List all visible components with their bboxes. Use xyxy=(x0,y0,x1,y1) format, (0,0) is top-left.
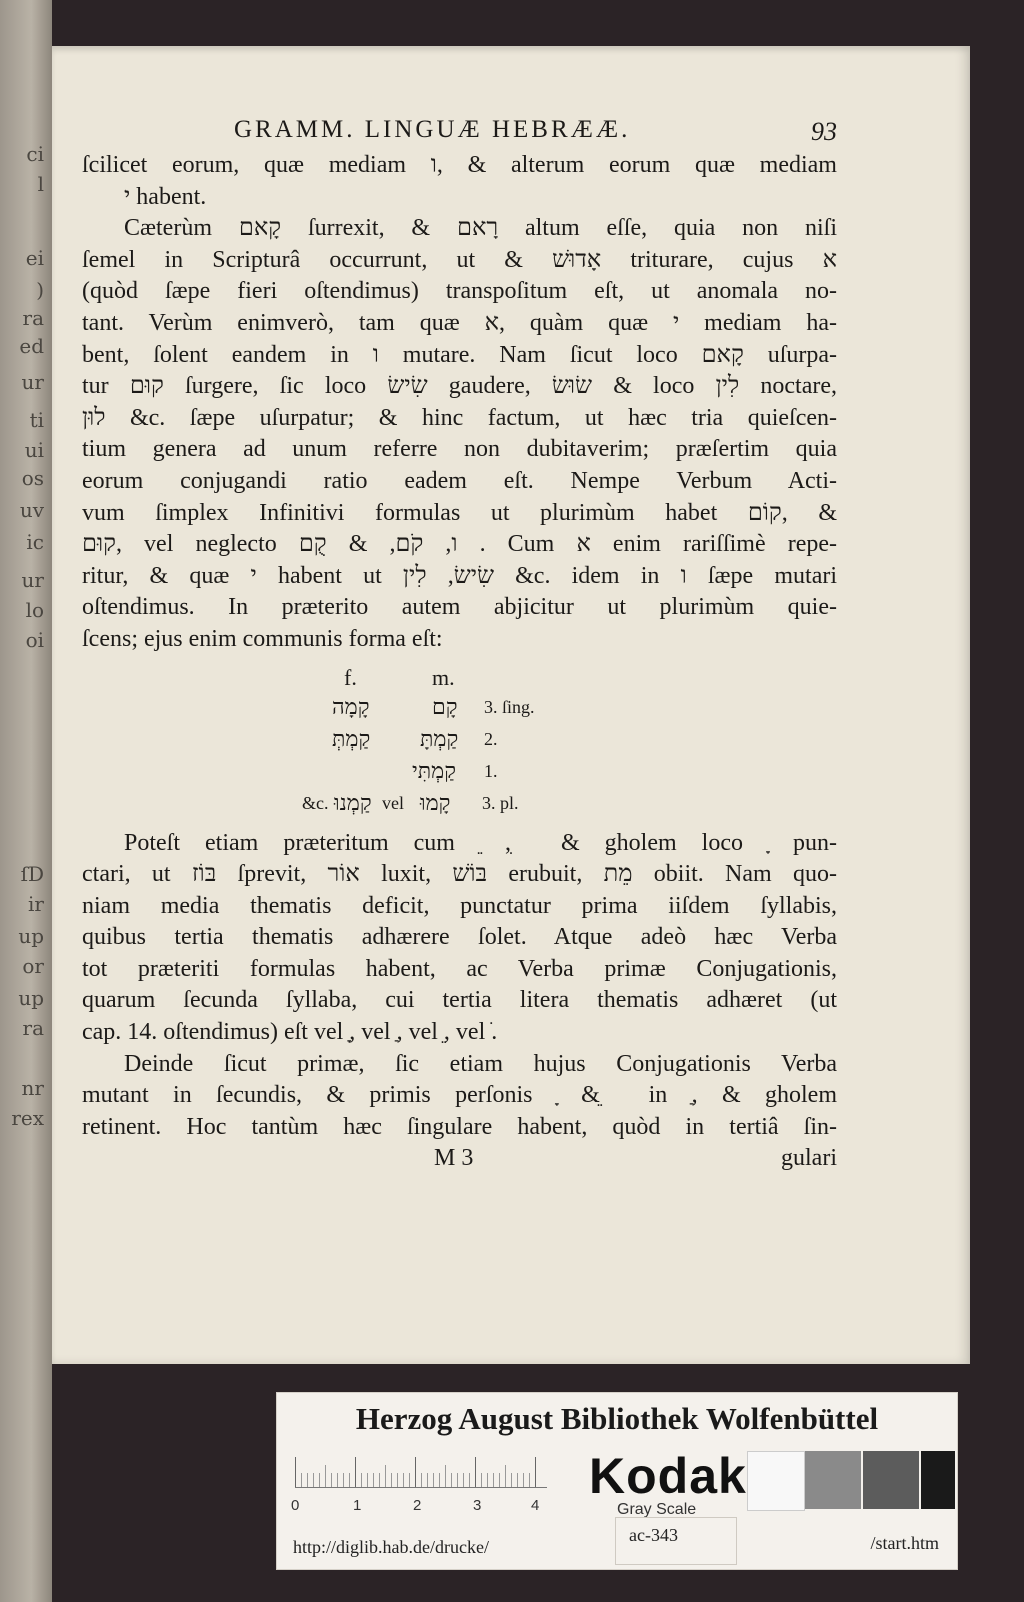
ruler-tick xyxy=(301,1473,302,1487)
paradigm-form: קַמְתָּ xyxy=(420,726,459,752)
ruler-tick xyxy=(379,1473,380,1487)
paradigm-vel: vel xyxy=(382,792,404,813)
adjacent-page-fragment: ra xyxy=(22,1016,44,1040)
ruler-tick xyxy=(343,1473,344,1487)
paradigm-form: קַמְתְּ xyxy=(332,726,371,752)
ruler-label: 1 xyxy=(353,1497,362,1514)
paradigm-form: קַמְתִּי xyxy=(412,758,456,784)
ruler-tick xyxy=(415,1457,416,1487)
ruler-tick xyxy=(463,1473,464,1487)
ruler-tick xyxy=(469,1473,470,1487)
ruler-tick xyxy=(535,1457,536,1487)
adjacent-page-fragment: or xyxy=(22,954,44,978)
text-line: mutant in ſecundis, & primis perſonis ָ & ֵ in ַ, & gholem xyxy=(82,1082,837,1109)
adjacent-page-fragment: oi xyxy=(25,628,44,652)
gray-patch xyxy=(805,1451,861,1509)
ruler-tick xyxy=(307,1473,308,1487)
conjugation-paradigm xyxy=(82,662,837,822)
paradigm-person-label: 2. xyxy=(484,728,498,749)
ruler-tick xyxy=(511,1473,512,1487)
page-text-block xyxy=(82,114,837,1175)
adjacent-page-fragment: uv xyxy=(19,498,44,522)
gray-patch xyxy=(921,1451,955,1509)
ruler-tick xyxy=(325,1465,326,1487)
kodak-logo: Kodak xyxy=(589,1448,747,1504)
text-line: vum ſimplex Infinitivi formulas ut plurimùm habet קוֹם, & xyxy=(82,499,838,526)
adjacent-page-fragment: ) xyxy=(36,278,44,302)
paradigm-form: קָם xyxy=(432,694,458,720)
book-page xyxy=(52,46,970,1364)
adjacent-page-fragment: up xyxy=(18,986,44,1010)
paradigm-person-label: 1. xyxy=(484,760,498,781)
ruler-tick xyxy=(367,1473,368,1487)
gray-patch xyxy=(747,1451,805,1511)
ruler-tick xyxy=(391,1473,392,1487)
adjacent-page-fragment: ci xyxy=(26,142,44,166)
ruler-tick xyxy=(475,1457,476,1487)
library-color-strip xyxy=(276,1392,958,1570)
ruler-tick xyxy=(355,1457,356,1487)
text-line: tur קוּם ſurgere, ſic loco שִׂישׂ gaudere, שׂוּשׂ & loco לִין noctare, xyxy=(82,373,837,400)
adjacent-page-fragment: ſD xyxy=(20,862,44,886)
text-line: ſcilicet eorum, quæ mediam ו, & alterum eorum quæ mediam xyxy=(82,152,837,178)
adjacent-page-fragment: lo xyxy=(25,598,44,622)
text-line: cap. 14. oſtendimus) eſt vel ָ, vel ַ, vel ֵ, vel ֹ. xyxy=(82,1019,498,1046)
paradigm-person-label: 3. ſing. xyxy=(484,696,535,717)
ruler-tick xyxy=(529,1473,530,1487)
paradigm-form: קָמָה xyxy=(332,694,370,720)
gray-scale-label: Gray Scale xyxy=(617,1501,697,1518)
ruler-tick xyxy=(493,1473,494,1487)
ruler-tick xyxy=(523,1473,524,1487)
adjacent-page-fragment: ui xyxy=(24,438,44,462)
adjacent-page-fragment: ei xyxy=(25,246,44,270)
text-line: (quòd ſæpe fieri oſtendimus) transpoſitum eſt, ut anomala no- xyxy=(82,278,837,305)
ruler-tick xyxy=(349,1473,350,1487)
text-line: retinent. Hoc tantùm hæc ſingulare habent, quòd in tertiâ ſin- xyxy=(82,1113,837,1140)
ruler-tick xyxy=(427,1473,428,1487)
ruler-tick xyxy=(499,1473,500,1487)
running-head xyxy=(82,114,837,148)
text-line: eorum conjugandi ratio eadem eſt. Nempe Verbum Acti- xyxy=(82,467,837,494)
adjacent-page-fragment: l xyxy=(37,172,44,196)
ruler-label: 3 xyxy=(473,1497,482,1514)
ruler-tick xyxy=(373,1473,374,1487)
running-head-title: GRAMM. LINGUÆ HEBRÆÆ. xyxy=(234,116,631,143)
library-url: http://diglib.hab.de/drucke/ xyxy=(293,1537,489,1557)
catchword: gulari xyxy=(781,1145,837,1172)
signature-mark: M 3 xyxy=(434,1145,474,1172)
ruler-tick xyxy=(517,1473,518,1487)
ruler-tick xyxy=(295,1457,296,1487)
text-line: niam media thematis deficit, punctatur prima iiſdem ſyllabis, xyxy=(82,892,837,919)
gray-patch xyxy=(863,1451,919,1509)
adjacent-page-fragment: ur xyxy=(21,370,44,394)
text-line: ritur, & quæ י habent ut שִׂישׂ, לִין &c. idem in ו ſæpe mutari xyxy=(82,562,838,589)
ruler-tick xyxy=(451,1473,452,1487)
text-line: Cæterùm קָאם ſurrexit, & רָאם altum eſſe, quia non niſi xyxy=(124,215,838,242)
shelfmark-code: ac-343 xyxy=(629,1525,678,1545)
ruler-tick xyxy=(361,1473,362,1487)
ruler-tick xyxy=(319,1473,320,1487)
page-number: 93 xyxy=(811,117,837,146)
adjacent-page-fragment: ic xyxy=(26,530,44,554)
page-footer xyxy=(82,1143,837,1175)
ruler-tick xyxy=(481,1473,482,1487)
ruler-tick xyxy=(487,1473,488,1487)
ruler-tick xyxy=(505,1465,506,1487)
ruler-tick xyxy=(331,1473,332,1487)
ruler-tick xyxy=(409,1473,410,1487)
adjacent-page-fragment: ra xyxy=(22,306,44,330)
text-line: tot præteriti formulas habent, ac Verba primæ Conjugationis, xyxy=(82,955,837,982)
text-line: quibus tertia thematis adhærere ſolet. Atque adeò hæc Verba xyxy=(82,924,837,951)
ruler-tick xyxy=(313,1473,314,1487)
text-line: Deinde ſicut primæ, ſic etiam hujus Conjugationis Verba xyxy=(124,1050,837,1077)
text-line: ſcens; ejus enim communis forma eſt: xyxy=(82,625,443,652)
measurement-ruler xyxy=(295,1457,547,1488)
adjacent-page-fragment: ed xyxy=(19,334,44,358)
paradigm-form: קַמְנוּ xyxy=(334,790,372,816)
ruler-tick xyxy=(439,1473,440,1487)
paradigm-person-label: 3. pl. xyxy=(482,792,519,813)
text-line: oſtendimus. In præterito autem abjicitur ut plurimùm quie- xyxy=(82,594,837,621)
text-line: tant. Verùm enimverò, tam quæ א, quàm quæ י mediam ha- xyxy=(82,309,838,336)
adjacent-page-fragment: ur xyxy=(21,568,44,592)
text-line: tium genera ad unum referre non dubitaverim; præſertim quia xyxy=(82,436,837,463)
text-line: ſemel in Scripturâ occurrunt, ut & אָדוּשׁ triturare, cujus א xyxy=(82,246,837,273)
text-line: Poteſt etiam præteritum cum ֵ , ִ & gholem loco ָ pun- xyxy=(124,829,837,856)
adjacent-page-fragment: ir xyxy=(28,892,44,916)
paradigm-form: קָמוּ xyxy=(420,790,451,816)
ruler-label: 0 xyxy=(291,1497,300,1514)
text-line: קוּם, vel neglecto ו, קֹם, & קֻם . Cum א enim rariſſimè repe- xyxy=(82,531,837,558)
ruler-label: 4 xyxy=(531,1497,540,1514)
ruler-tick xyxy=(457,1473,458,1487)
ruler-tick xyxy=(433,1473,434,1487)
ruler-tick xyxy=(403,1473,404,1487)
adjacent-page-fragment: up xyxy=(18,924,44,948)
adjacent-page-fragment: nr xyxy=(21,1076,44,1100)
text-line: ctari, ut בּוֹז ſprevit, אוֹר luxit, בּוֹשׁ erubuit, מֵת obiit. Nam quo- xyxy=(82,861,837,888)
ruler-tick xyxy=(337,1473,338,1487)
text-line: quarum ſecunda ſyllaba, cui tertia litera thematis adhæret (ut xyxy=(82,987,837,1014)
paradigm-etc: &c. xyxy=(302,792,329,813)
library-title: Herzog August Bibliothek Wolfenbüttel xyxy=(355,1401,879,1436)
adjacent-page-edge xyxy=(0,0,52,1602)
url-suffix: /start.htm xyxy=(870,1533,939,1553)
adjacent-page-fragment: os xyxy=(21,466,44,490)
ruler-label: 2 xyxy=(413,1497,422,1514)
paradigm-header-masculine: m. xyxy=(432,664,455,690)
paradigm-header-feminine: f. xyxy=(344,664,357,690)
text-line: י habent. xyxy=(124,183,207,210)
ruler-tick xyxy=(397,1473,398,1487)
ruler-tick xyxy=(385,1465,386,1487)
text-line: לוּן &c. ſæpe uſurpatur; & hinc factum, ut hæc tria quieſcen- xyxy=(82,404,837,431)
ruler-tick xyxy=(445,1465,446,1487)
ruler-tick xyxy=(421,1473,422,1487)
text-line: bent, ſolent eandem in ו mutare. Nam ſicut loco קָאם uſurpa- xyxy=(82,341,837,368)
adjacent-page-fragment: ti xyxy=(29,408,44,432)
adjacent-page-fragment: rex xyxy=(11,1106,44,1130)
